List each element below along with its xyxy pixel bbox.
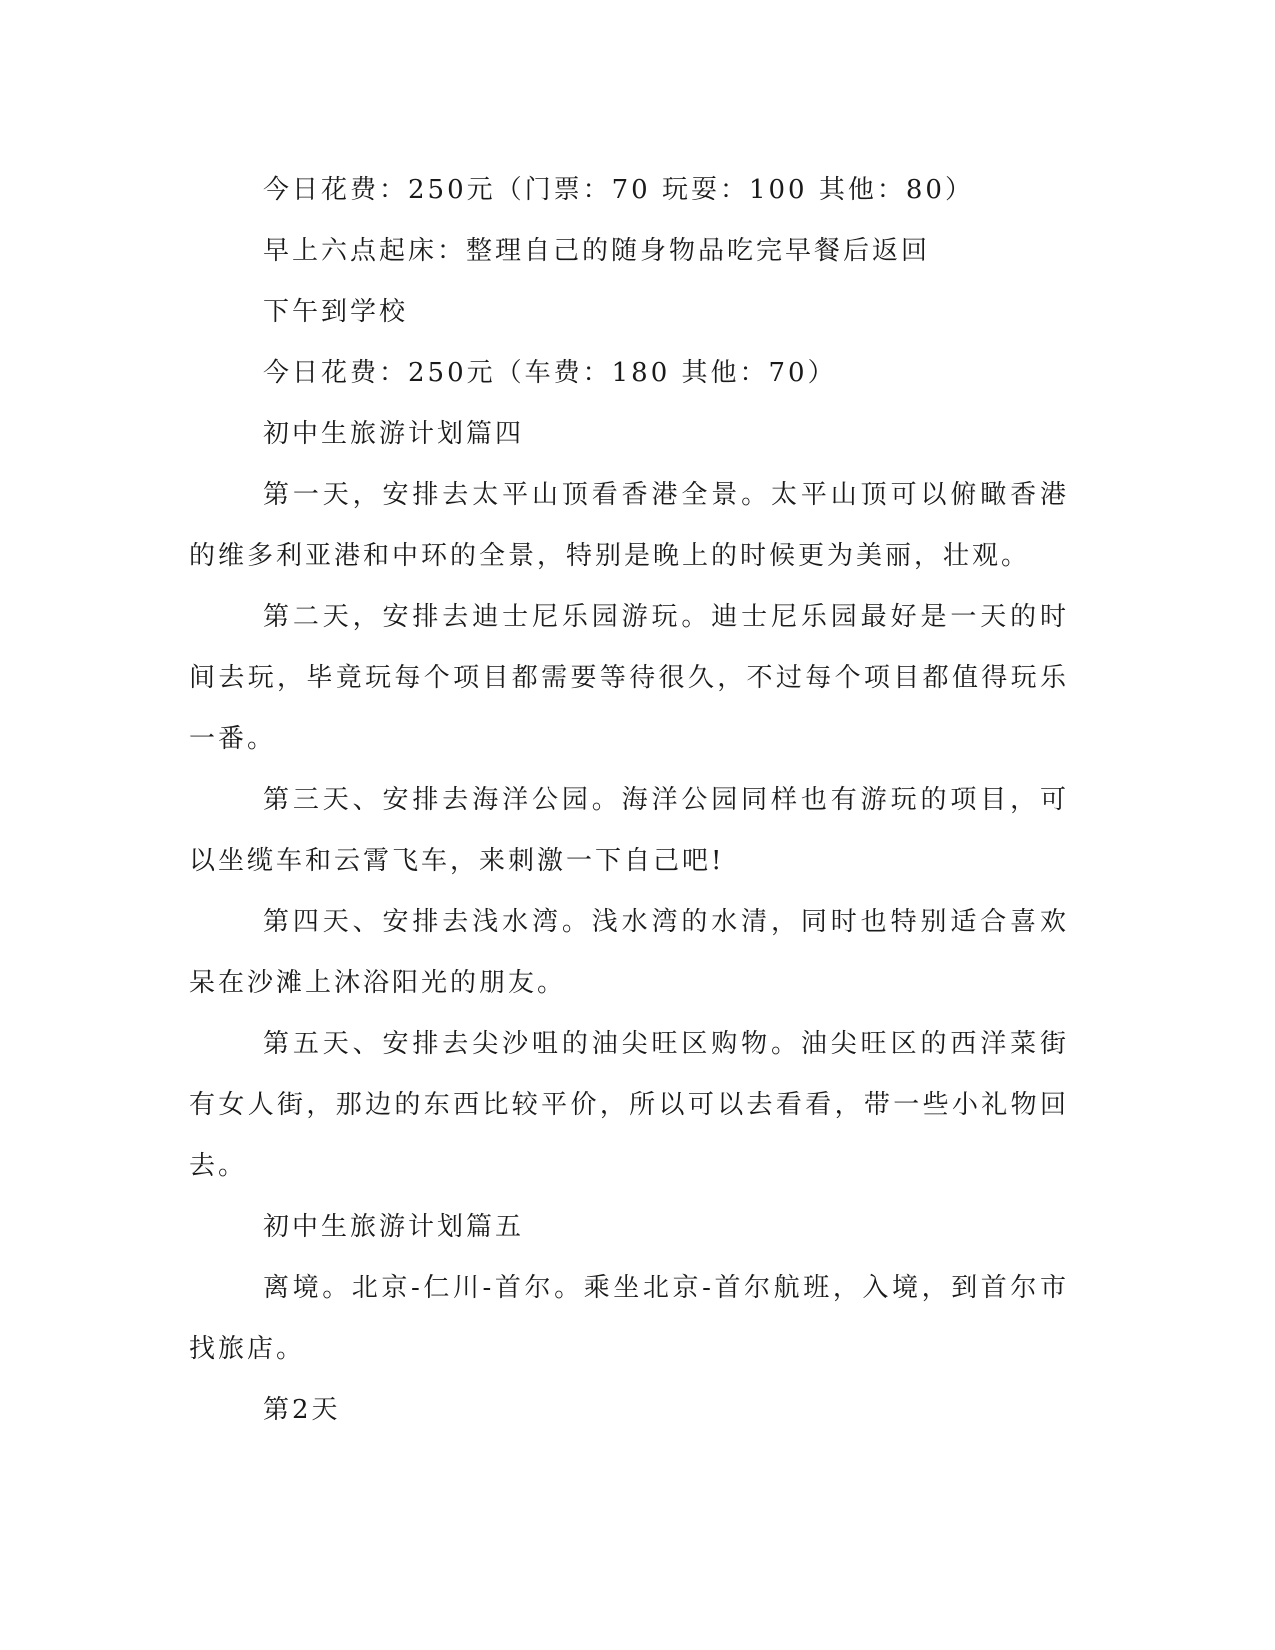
paragraph-cost-day-b: 今日花费：250元（车费：180 其他：70） xyxy=(263,358,837,388)
paragraph-day-five: 第五天、安排去尖沙咀的油尖旺区购物。油尖旺区的西洋菜街有女人街，那边的东西比较平价，所以可以去看看，带一些小礼物回去。 xyxy=(189,1029,1069,1181)
paragraph-day-four: 第四天、安排去浅水湾。浅水湾的水清，同时也特别适合喜欢呆在沙滩上沐浴阳光的朋友。 xyxy=(189,907,1069,998)
paragraph-day-one: 第一天，安排去太平山顶看香港全景。太平山顶可以俯瞰香港的维多利亚港和中环的全景，特别是晚上的时候更为美丽，壮观。 xyxy=(189,480,1069,571)
paragraph-cost-day-a: 今日花费：250元（门票：70 玩耍：100 其他：80） xyxy=(263,175,974,205)
paragraph-arrive-school: 下午到学校 xyxy=(263,297,409,327)
paragraph-day-three: 第三天、安排去海洋公园。海洋公园同样也有游玩的项目，可以坐缆车和云霄飞车，来刺激一下自己吧! xyxy=(189,785,1069,876)
document-body xyxy=(189,160,1069,1441)
paragraph-wake-up: 早上六点起床：整理自己的随身物品吃完早餐后返回 xyxy=(263,236,931,266)
paragraph-day-two: 第二天，安排去迪士尼乐园游玩。迪士尼乐园最好是一天的时间去玩，毕竟玩每个项目都需要等待很久，不过每个项目都值得玩乐一番。 xyxy=(189,602,1069,754)
paragraph-departure: 离境。北京-仁川-首尔。乘坐北京-首尔航班，入境，到首尔市找旅店。 xyxy=(189,1273,1069,1364)
section-heading-part-five: 初中生旅游计划篇五 xyxy=(263,1212,525,1242)
section-heading-part-four: 初中生旅游计划篇四 xyxy=(263,419,525,449)
paragraph-day-2-heading: 第2天 xyxy=(263,1395,341,1425)
